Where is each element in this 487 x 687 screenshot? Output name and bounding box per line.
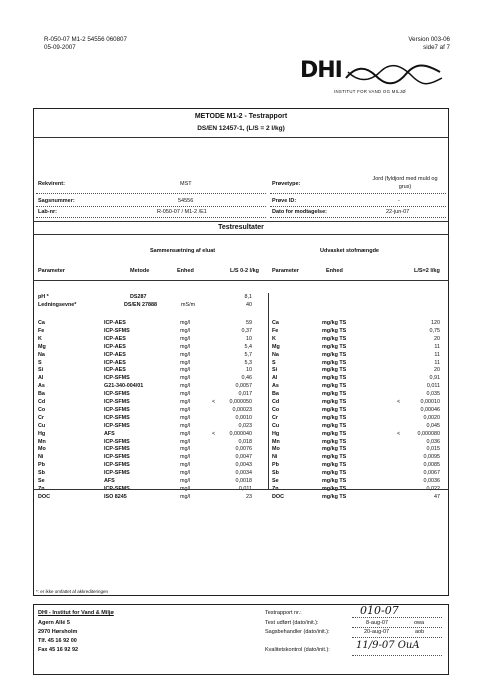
footer-org: DHI - Institut for Vand & Miljø <box>38 610 114 616</box>
eluat-qualifier: < <box>212 430 216 437</box>
leached-parameter: As <box>272 383 279 390</box>
leached-value: 0,00046 <box>420 406 440 413</box>
cond-method: DS/EN 27888 <box>124 302 157 308</box>
leached-unit: mg/kg TS <box>322 391 347 398</box>
left-group-heading: Sammensætning af eluat <box>150 248 216 254</box>
eluat-value: 10 <box>246 367 252 374</box>
leached-value: 0,000080 <box>417 430 440 437</box>
leached-parameter: Ca <box>272 320 279 326</box>
leached-value: 11 <box>434 359 440 366</box>
eluat-unit: mg/l <box>180 375 191 382</box>
leached-unit: mg/kg TS <box>322 320 347 326</box>
sagsbehandler-init: aob <box>415 629 425 635</box>
leached-unit: mg/kg TS <box>322 351 347 358</box>
eluat-unit: mg/l <box>180 478 191 484</box>
eluat-parameter: Cd <box>38 399 46 405</box>
eluat-unit: mg/l <box>180 485 191 492</box>
leached-value: 20 <box>434 367 440 374</box>
eluat-parameter: S <box>38 359 42 366</box>
kvalitetskontrol-label: Kvalitetskontrol (dato/init.): <box>265 647 330 653</box>
column-separator <box>268 293 269 489</box>
eluat-unit: mg/l <box>180 343 191 350</box>
leached-parameter: Hg <box>272 430 280 437</box>
leached-unit: mg/kg TS <box>322 493 347 500</box>
divider <box>33 489 449 490</box>
eluat-parameter: Zn <box>38 485 45 492</box>
leached-value: 0,022 <box>426 485 440 492</box>
dotted-line <box>270 217 446 218</box>
eluat-unit: mg/l <box>180 470 191 477</box>
sagsnummer-label: Sagsnummer: <box>38 198 75 204</box>
cond-value: 40 <box>246 302 252 308</box>
eluat-unit: mg/l <box>180 430 191 437</box>
eluat-parameter: DOC <box>38 493 50 500</box>
eluat-unit: mg/l <box>180 399 191 405</box>
eluat-method: ICP-SFMS <box>104 414 130 421</box>
leached-value: 0,75 <box>429 327 440 334</box>
test-udfort-init: owa <box>414 620 425 626</box>
leached-value: 0,035 <box>426 391 440 398</box>
labnr-value: R-050-07 / M1-2 /E1 <box>157 209 207 215</box>
logo-text: DHI <box>300 58 342 83</box>
eluat-value: 0,0043 <box>235 462 252 469</box>
leached-parameter: Zn <box>272 485 279 492</box>
rekvirent-value: MST <box>180 181 192 187</box>
leached-parameter: Si <box>272 367 278 374</box>
prove-id-value: - <box>398 198 400 204</box>
eluat-unit: mg/l <box>180 320 191 326</box>
eluat-method: ICP-SFMS <box>104 462 130 469</box>
eluat-method: ICP-SFMS <box>104 470 130 477</box>
eluat-method: AFS <box>104 478 115 484</box>
leached-unit: mg/kg TS <box>322 422 347 429</box>
eluat-method: ICP-SFMS <box>104 391 130 398</box>
eluat-parameter: Ni <box>38 454 44 461</box>
eluat-parameter: Cu <box>38 422 46 429</box>
eluat-method: AFS <box>104 430 115 437</box>
leached-value: 0,0085 <box>423 462 440 469</box>
leached-value: 11 <box>434 351 440 358</box>
divider <box>33 137 449 138</box>
eluat-method: ICP-SFMS <box>104 438 130 445</box>
eluat-parameter: Mo <box>38 446 46 453</box>
leached-unit: mg/kg TS <box>322 454 347 461</box>
eluat-method: ICP-SFMS <box>104 327 130 334</box>
right-group-heading: Udvasket stofmængde <box>320 248 379 254</box>
eluat-parameter: Al <box>38 375 44 382</box>
kvalitetskontrol-value: 11/9-07 OuA <box>356 640 420 651</box>
eluat-parameter: Mg <box>38 343 46 350</box>
leached-parameter: Mo <box>272 446 280 453</box>
leached-qualifier: < <box>397 399 401 405</box>
sagsnummer-value: 54556 <box>178 198 194 204</box>
leached-parameter: Ni <box>272 454 278 461</box>
leached-unit: mg/kg TS <box>322 375 347 382</box>
dato-modtagelse-value: 22-jun-07 <box>386 209 410 215</box>
leached-unit: mg/kg TS <box>322 327 347 334</box>
eluat-parameter: Si <box>38 367 44 374</box>
leached-value: 0,0095 <box>423 454 440 461</box>
leached-parameter: Se <box>272 478 279 484</box>
eluat-unit: mg/l <box>180 335 191 342</box>
leached-parameter: Cd <box>272 399 280 405</box>
leached-unit: mg/kg TS <box>322 478 347 484</box>
divider <box>33 280 449 281</box>
dotted-line <box>352 655 442 656</box>
eluat-parameter: Mn <box>38 438 46 445</box>
dato-modtagelse-label: Dato for modtagelse: <box>272 209 328 215</box>
cond-param: Ledningsevne* <box>38 302 77 308</box>
leached-unit: mg/kg TS <box>322 367 347 374</box>
version-label: Version 003-06 <box>408 36 450 43</box>
col-ls-right: L/S=2 l/kg <box>414 268 440 274</box>
testrapport-value: 010-07 <box>360 604 399 617</box>
col-parameter-right: Parameter <box>272 268 299 274</box>
eluat-method: ICP-AES <box>104 351 126 358</box>
leached-value: 0,0036 <box>423 478 440 484</box>
col-parameter: Parameter <box>38 268 65 274</box>
leached-unit: mg/kg TS <box>322 399 347 405</box>
eluat-value: 0,0010 <box>235 414 252 421</box>
eluat-unit: mg/l <box>180 422 191 429</box>
eluat-value: 0,011 <box>238 485 252 492</box>
dotted-line <box>36 217 266 218</box>
page-number: side7 af 7 <box>423 43 450 51</box>
sagsbehandler-label: Sagsbehandler (dato/init.): <box>265 629 330 635</box>
divider <box>33 221 449 222</box>
eluat-value: 59 <box>246 320 252 326</box>
footer-tlf: Tlf. 45 16 92 00 <box>38 638 77 644</box>
eluat-method: ICP-AES <box>104 335 126 342</box>
eluat-value: 0,00023 <box>232 406 252 413</box>
leached-value: 0,0020 <box>423 414 440 421</box>
leached-parameter: Co <box>272 406 280 413</box>
leached-unit: mg/kg TS <box>322 462 347 469</box>
dhi-logo <box>298 58 448 98</box>
leached-value: 20 <box>434 335 440 342</box>
eluat-value: 5,4 <box>244 343 252 350</box>
footer-city: 2970 Hørsholm <box>38 629 78 635</box>
eluat-parameter: Cr <box>38 414 44 421</box>
leached-value: 0,011 <box>426 383 440 390</box>
eluat-value: 0,000040 <box>229 430 252 437</box>
eluat-value: 0,018 <box>238 438 252 445</box>
eluat-value: 0,46 <box>241 375 252 382</box>
leached-value: 0,015 <box>426 446 440 453</box>
leached-parameter: Na <box>272 351 279 358</box>
eluat-method: ICP-SFMS <box>104 406 130 413</box>
results-title: Testresultater <box>218 224 264 231</box>
eluat-value: 0,000050 <box>229 399 252 405</box>
eluat-unit: mg/l <box>180 446 191 453</box>
leached-value: 0,036 <box>426 438 440 445</box>
col-enhed: Enhed <box>177 268 194 274</box>
provetype-line-1: Jord (fyldjord med muld og <box>372 176 438 182</box>
provetype-value <box>360 175 450 191</box>
report-subtitle: DS/EN 12457-1, (L/S = 2 l/kg) <box>197 125 285 132</box>
leached-unit: mg/kg TS <box>322 359 347 366</box>
leached-unit: mg/kg TS <box>322 414 347 421</box>
eluat-parameter: K <box>38 335 42 342</box>
leached-parameter: K <box>272 335 276 342</box>
eluat-parameter: Na <box>38 351 45 358</box>
leached-unit: mg/kg TS <box>322 446 347 453</box>
leached-parameter: Mn <box>272 438 280 445</box>
eluat-parameter: Ca <box>38 320 45 326</box>
eluat-value: 0,023 <box>238 422 252 429</box>
leached-parameter: Cu <box>272 422 280 429</box>
eluat-method: ICP-SFMS <box>104 399 130 405</box>
col-enhed-right: Enhed <box>326 268 343 274</box>
test-udfort-label: Test udført (dato/init.): <box>265 620 319 626</box>
eluat-unit: mg/l <box>180 454 191 461</box>
leached-qualifier: < <box>397 430 401 437</box>
leached-parameter: Mg <box>272 343 280 350</box>
eluat-parameter: Pb <box>38 462 45 469</box>
leached-unit: mg/kg TS <box>322 438 347 445</box>
eluat-method: ICP-SFMS <box>104 454 130 461</box>
leached-unit: mg/kg TS <box>322 343 347 350</box>
eluat-value: 5,7 <box>244 351 252 358</box>
leached-parameter: Al <box>272 375 278 382</box>
footnote: *: er ikke omfattet af akkrediteringen <box>36 589 109 594</box>
footer-fax: Fax 45 16 92 92 <box>38 647 79 653</box>
dotted-line <box>36 193 266 194</box>
eluat-unit: mg/l <box>180 383 191 390</box>
eluat-method: ICP-AES <box>104 367 126 374</box>
cond-unit: mS/m <box>181 302 196 308</box>
eluat-method: ICP-AES <box>104 359 126 366</box>
leached-unit: mg/kg TS <box>322 335 347 342</box>
eluat-value: 0,0076 <box>235 446 252 453</box>
eluat-unit: mg/l <box>180 493 191 500</box>
leached-parameter: Fe <box>272 327 279 334</box>
footer-street: Agern Allé 5 <box>38 620 70 626</box>
leached-value: 0,0067 <box>423 470 440 477</box>
col-metode: Metode <box>130 268 150 274</box>
eluat-parameter: Sb <box>38 470 45 477</box>
dotted-line <box>270 193 446 194</box>
divider <box>33 234 449 235</box>
eluat-unit: mg/l <box>180 406 191 413</box>
eluat-unit: mg/l <box>180 391 191 398</box>
logo-wave-icon <box>344 64 444 86</box>
eluat-value: 0,37 <box>241 327 252 334</box>
leached-unit: mg/kg TS <box>322 406 347 413</box>
eluat-unit: mg/l <box>180 359 191 366</box>
eluat-parameter: Hg <box>38 430 46 437</box>
dotted-line <box>352 637 442 638</box>
prove-id-label: Prøve ID: <box>272 198 297 204</box>
dotted-line <box>36 206 266 207</box>
eluat-unit: mg/l <box>180 351 191 358</box>
leached-parameter: Pb <box>272 462 279 469</box>
eluat-value: 23 <box>246 493 252 500</box>
eluat-value: 0,0034 <box>235 470 252 477</box>
report-reference: R-050-07 M1-2 54556 060807 <box>44 36 127 43</box>
leached-value: 47 <box>434 493 440 500</box>
provetype-label: Prøvetype: <box>272 181 301 187</box>
leached-parameter: S <box>272 359 276 366</box>
eluat-value: 0,0018 <box>235 478 252 484</box>
eluat-unit: mg/l <box>180 327 191 334</box>
sagsbehandler-date: 20-aug-07 <box>364 629 390 635</box>
eluat-method: ICP-SFMS <box>104 485 130 492</box>
eluat-value: 0,0057 <box>235 383 252 390</box>
eluat-method: ICP-SFMS <box>104 375 130 382</box>
leached-unit: mg/kg TS <box>322 470 347 477</box>
dotted-line <box>352 617 442 618</box>
eluat-parameter: As <box>38 383 45 390</box>
ph-method: DS287 <box>130 294 147 300</box>
ph-param: pH * <box>38 294 49 300</box>
test-udfort-date: 8-aug-07 <box>366 620 389 626</box>
eluat-unit: mg/l <box>180 414 191 421</box>
eluat-parameter: Co <box>38 406 46 413</box>
eluat-value: 0,017 <box>238 391 252 398</box>
eluat-parameter: Se <box>38 478 45 484</box>
version-block <box>408 36 450 51</box>
leached-unit: mg/kg TS <box>322 430 347 437</box>
eluat-parameter: Ba <box>38 391 45 398</box>
labnr-label: Lab-nr: <box>38 209 57 215</box>
dotted-line <box>270 206 446 207</box>
eluat-value: 10 <box>246 335 252 342</box>
eluat-method: G21-340-004/01 <box>104 383 144 390</box>
leached-value: 0,00010 <box>420 399 440 405</box>
leached-parameter: Ba <box>272 391 279 398</box>
provetype-line-2: grus) <box>398 184 412 190</box>
eluat-unit: mg/l <box>180 438 191 445</box>
report-date: 05-09-2007 <box>44 43 76 51</box>
document-reference <box>44 36 127 51</box>
eluat-value: 0,0047 <box>235 454 252 461</box>
ph-value: 8,1 <box>244 294 252 300</box>
eluat-method: ICP-SFMS <box>104 422 130 429</box>
report-title: METODE M1-2 - Testrapport <box>194 113 288 120</box>
leached-parameter: Cr <box>272 414 278 421</box>
leached-unit: mg/kg TS <box>322 383 347 390</box>
eluat-parameter: Fe <box>38 327 45 334</box>
leached-value: 120 <box>431 320 440 326</box>
col-ls: L/S 0-2 l/kg <box>230 268 260 274</box>
eluat-method: ISO 8245 <box>104 493 127 500</box>
leached-unit: mg/kg TS <box>322 485 347 492</box>
eluat-method: ICP-AES <box>104 320 126 326</box>
testrapport-label: Testrapport nr.: <box>265 610 302 616</box>
leached-parameter: DOC <box>272 493 284 500</box>
eluat-unit: mg/l <box>180 367 191 374</box>
eluat-method: ICP-SFMS <box>104 446 130 453</box>
eluat-unit: mg/l <box>180 462 191 469</box>
leached-value: 0,91 <box>429 375 440 382</box>
eluat-method: ICP-AES <box>104 343 126 350</box>
eluat-value: 5,3 <box>244 359 252 366</box>
leached-value: 0,045 <box>426 422 440 429</box>
eluat-qualifier: < <box>212 399 216 405</box>
leached-parameter: Sb <box>272 470 279 477</box>
leached-value: 11 <box>434 343 440 350</box>
logo-subtitle: INSTITUT FOR VAND OG MILJØ <box>334 89 406 94</box>
dotted-line <box>352 627 442 628</box>
rekvirent-label: Rekvirent: <box>38 181 65 187</box>
